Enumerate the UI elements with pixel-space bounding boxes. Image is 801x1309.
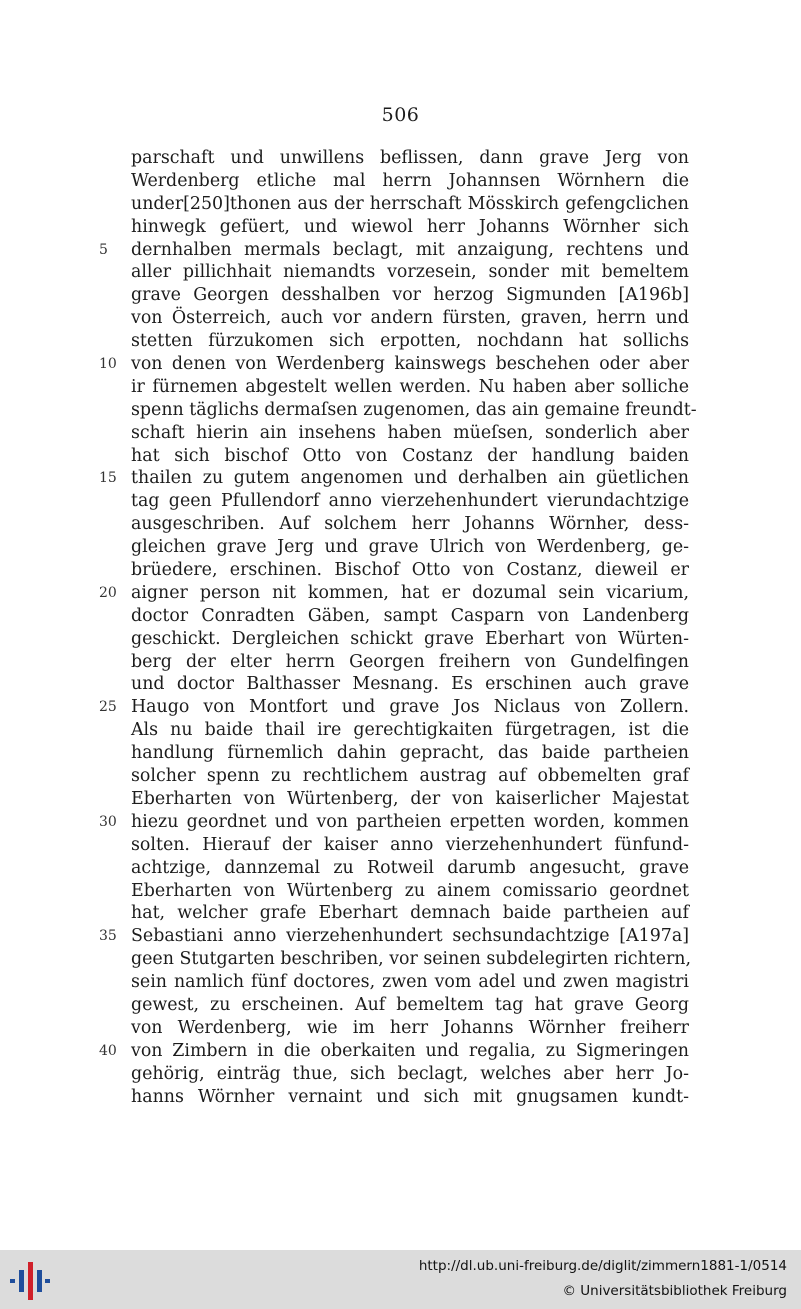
line-text: stetten fürzukomen sich erpotten, nochdann hat sollichs	[131, 331, 689, 352]
text-line	[131, 261, 689, 284]
line-text: hiezu geordnet und von partheien erpetten worden, kommen	[131, 811, 689, 832]
text-line	[99, 582, 689, 605]
ub-freiburg-logo-icon[interactable]	[10, 1262, 50, 1300]
line-number: 5	[99, 241, 108, 258]
line-text: geen Stutgarten beschriben, vor seinen subdelegirten richtern,	[131, 949, 692, 970]
text-line	[131, 605, 689, 628]
text-line	[131, 948, 692, 971]
line-text: gewest, zu erscheinen. Auf bemeltem tag hat grave Georg	[131, 994, 689, 1015]
line-text: under[250]thonen aus der herrschaft Mösskirch gefengclichen	[131, 193, 689, 214]
line-text: Werdenberg etliche mal herrn Johannsen Wörnhern die	[131, 170, 689, 191]
line-number: 35	[99, 928, 117, 945]
text-line	[131, 170, 689, 193]
text-line	[131, 1086, 689, 1109]
text-line	[131, 376, 689, 399]
line-text: Sebastiani anno vierzehenhundert sechsundachtzige [A197a]	[131, 926, 689, 947]
text-line	[131, 651, 689, 674]
line-text: hanns Wörnher vernaint und sich mit gnugsamen kundt-	[131, 1086, 689, 1107]
line-text: berg der elter herrn Georgen freihern von Gundelfingen	[131, 651, 689, 672]
text-line	[99, 353, 689, 376]
line-text: thailen zu gutem angenomen und derhalben ain güetlichen	[131, 468, 689, 489]
line-text: solcher spenn zu rechtlichem austrag auf obbemelten graf	[131, 766, 689, 787]
text-line	[131, 719, 689, 742]
line-text: ir fürnemen abgestelt wellen werden. Nu haben aber solliche	[131, 376, 689, 397]
text-line	[131, 628, 689, 651]
line-text: tag geen Pfullendorf anno vierzehenhundert vierundachtzige	[131, 491, 689, 512]
text-line	[131, 193, 689, 216]
text-line	[131, 765, 689, 788]
line-text: handlung fürnemlich dahin gepracht, das baide partheien	[131, 743, 689, 764]
text-line	[131, 1017, 689, 1040]
line-text: sein namlich fünf doctores, zwen vom adel und zwen magistri	[131, 972, 689, 993]
line-number: 40	[99, 1042, 117, 1059]
text-line	[99, 1040, 689, 1063]
text-line	[131, 445, 689, 468]
line-text: Haugo von Montfort und grave Jos Niclaus von Zollern.	[131, 697, 689, 718]
line-text: achtzige, dannzemal zu Rotweil darumb angesucht, grave	[131, 857, 689, 878]
line-text: Eberharten von Würtenberg, der von kaiserlicher Majestat	[131, 788, 689, 809]
line-text: von Zimbern in die oberkaiten und regalia, zu Sigmeringen	[131, 1040, 689, 1061]
text-line	[131, 834, 689, 857]
line-text: von Werdenberg, wie im herr Johanns Wörnher freiherr	[131, 1017, 689, 1038]
line-text: brüedere, erschinen. Bischof Otto von Costanz, dieweil er	[131, 560, 689, 581]
line-text: gehörig, einträg thue, sich beclagt, welches aber herr Jo-	[131, 1063, 689, 1084]
text-line	[131, 513, 689, 536]
text-line	[131, 536, 689, 559]
line-number: 30	[99, 813, 117, 830]
line-text: ausgeschriben. Auf solchem herr Johanns Wörnher, dess-	[131, 514, 689, 535]
line-text: aller pillichhait niemandts vorzesein, sonder mit bemeltem	[131, 262, 689, 283]
source-url-link[interactable]: http://dl.ub.uni-freiburg.de/diglit/zimmern1881-1/0514	[418, 1258, 787, 1274]
text-line	[99, 239, 689, 262]
copyright-notice: © Universitätsbibliothek Freiburg	[562, 1283, 787, 1299]
text-line	[131, 994, 689, 1017]
text-line	[131, 788, 689, 811]
text-line	[131, 147, 689, 170]
line-number: 10	[99, 356, 117, 373]
text-line	[131, 902, 689, 925]
line-text: gleichen grave Jerg und grave Ulrich von Werdenberg, ge-	[131, 537, 689, 558]
text-line	[131, 559, 689, 582]
line-number: 15	[99, 470, 117, 487]
text-line	[131, 742, 689, 765]
text-line	[131, 399, 697, 422]
line-text: spenn täglichs dermaſsen zugenomen, das ain gemaine freundt-	[131, 399, 697, 420]
line-text: Als nu baide thail ire gerechtigkaiten fürgetragen, ist die	[131, 720, 689, 741]
text-line	[99, 467, 689, 490]
text-body	[99, 147, 697, 1108]
text-line	[131, 490, 689, 513]
text-line	[131, 880, 689, 903]
text-line	[99, 811, 689, 834]
line-text: aigner person nit kommen, hat er dozumal sein vicarium,	[131, 582, 689, 603]
text-line	[131, 422, 689, 445]
line-number: 20	[99, 584, 117, 601]
line-text: Eberharten von Würtenberg zu ainem comissario geordnet	[131, 880, 689, 901]
text-line	[131, 857, 689, 880]
text-line	[99, 696, 689, 719]
line-number: 25	[99, 699, 117, 716]
line-text: grave Georgen desshalben vor herzog Sigmunden [A196b]	[131, 285, 689, 306]
line-text: doctor Conradten Gäben, sampt Casparn von Landenberg	[131, 605, 689, 626]
line-text: von denen von Werdenberg kainswegs beschehen oder aber	[131, 354, 689, 375]
line-text: dernhalben mermals beclagt, mit anzaigung, rechtens und	[131, 239, 689, 260]
line-text: und doctor Balthasser Mesnang. Es erschinen auch grave	[131, 674, 689, 695]
line-text: hinwegk gefüert, und wiewol herr Johanns Wörnher sich	[131, 216, 689, 237]
text-line	[131, 673, 689, 696]
text-line	[131, 1063, 689, 1086]
line-text: solten. Hierauf der kaiser anno vierzehenhundert fünfund-	[131, 834, 689, 855]
text-line	[131, 216, 689, 239]
footer-bar	[0, 1250, 801, 1309]
text-line	[99, 925, 689, 948]
text-line	[131, 330, 689, 353]
line-text: geschickt. Dergleichen schickt grave Eberhart von Würten-	[131, 628, 689, 649]
line-text: hat sich bischof Otto von Costanz der handlung baiden	[131, 445, 689, 466]
line-text: hat, welcher grafe Eberhart demnach baide partheien auf	[131, 903, 689, 924]
text-line	[131, 307, 689, 330]
line-text: parschaft und unwillens beflissen, dann grave Jerg von	[131, 148, 689, 168]
text-line	[131, 971, 689, 994]
line-text: schaft hierin ain insehens haben müeſsen, sonderlich aber	[131, 422, 689, 443]
line-text: von Österreich, auch vor andern fürsten, graven, herrn und	[131, 308, 689, 329]
text-line	[131, 284, 689, 307]
page-number: 506	[381, 104, 420, 126]
